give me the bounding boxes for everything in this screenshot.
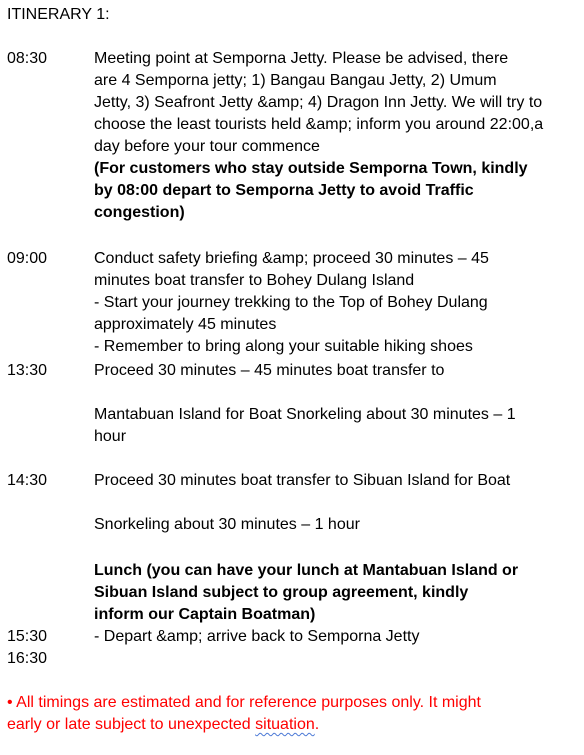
lunch-line: Sibuan Island subject to group agreement, kindly	[94, 584, 469, 601]
meeting-line: day before your tour commence	[94, 138, 320, 155]
time-1430: 14:30	[7, 472, 48, 489]
time-1630: 16:30	[7, 650, 48, 667]
disclaimer-text: .	[314, 716, 320, 733]
briefing-line: minutes boat transfer to Bohey Dulang Island	[94, 272, 415, 289]
meeting-bold-line: by 08:00 depart to Semporna Jetty to avoid Traffic	[94, 182, 474, 199]
briefing-line: approximately 45 minutes	[94, 316, 277, 333]
mantabuan-text: Mantabuan Island for Boat Snorkeling about 30 minutes – 1	[94, 406, 516, 423]
meeting-line: Meeting point at Semporna Jetty. Please be advised, there	[94, 50, 509, 67]
mantabuan-text: hour	[94, 428, 127, 445]
depart-line: - Depart &amp; arrive back to Semporna Jetty	[94, 628, 420, 645]
meeting-point-block	[94, 48, 570, 224]
briefing-line: - Remember to bring along your suitable hiking shoes	[94, 338, 473, 355]
spellcheck-flagged-word[interactable]: situation	[255, 716, 315, 733]
mantabuan-block	[94, 404, 570, 448]
mantabuan-text: Proceed 30 minutes – 45 minutes boat transfer to	[94, 362, 445, 379]
time-0830: 08:30	[7, 50, 48, 67]
lunch-block	[94, 560, 570, 626]
sibuan-line-2	[94, 514, 570, 536]
briefing-line: - Start your journey trekking to the Top of Bohey Dulang	[94, 294, 488, 311]
sibuan-text: Snorkeling about 30 minutes – 1 hour	[94, 516, 360, 533]
meeting-line: are 4 Semporna jetty; 1) Bangau Bangau Jetty, 2) Umum	[94, 72, 497, 89]
depart-block	[94, 626, 570, 648]
briefing-block	[94, 248, 570, 358]
mantabuan-line-1	[94, 360, 570, 382]
itinerary-heading: ITINERARY 1:	[7, 6, 110, 23]
briefing-line: Conduct safety briefing &amp; proceed 30 minutes – 45	[94, 250, 489, 267]
time-1330: 13:30	[7, 362, 48, 379]
lunch-line: Lunch (you can have your lunch at Mantabuan Island or	[94, 562, 519, 579]
time-1530: 15:30	[7, 628, 48, 645]
time-0900: 09:00	[7, 250, 48, 267]
meeting-bold-line: (For customers who stay outside Semporna Town, kindly	[94, 160, 528, 177]
disclaimer-text: early or late subject to unexpected	[7, 716, 256, 733]
disclaimer-line	[7, 714, 577, 736]
disclaimer-line: • All timings are estimated and for reference purposes only. It might	[7, 694, 481, 711]
sibuan-text: Proceed 30 minutes boat transfer to Sibuan Island for Boat	[94, 472, 511, 489]
meeting-bold-line: congestion)	[94, 204, 185, 221]
meeting-line: choose the least tourists held &amp; inform you around 22:00,a	[94, 116, 544, 133]
timing-disclaimer	[7, 692, 577, 736]
meeting-line: Jetty, 3) Seafront Jetty &amp; 4) Dragon Inn Jetty. We will try to	[94, 94, 543, 111]
sibuan-line-1	[94, 470, 570, 492]
lunch-line: inform our Captain Boatman)	[94, 606, 316, 623]
